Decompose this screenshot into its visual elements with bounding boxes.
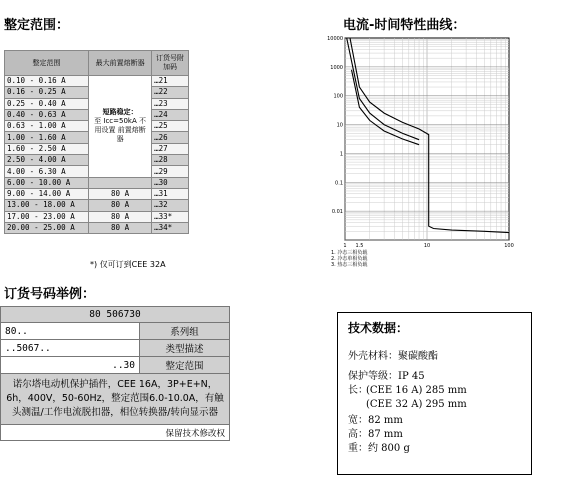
tech-protection: 保护等级：IP 45 xyxy=(348,371,425,382)
x-tick-label: 10 xyxy=(423,243,431,249)
table-row: 20.00 - 25.00 A 80 A …34* xyxy=(5,222,189,233)
order-description: 诺尔塔电动机保护插件，CEE 16A，3P+E+N，6h，400V，50-60Hz，整定范围6.0-10.0A，有触头测温/工作电流脱扣器，相位转换器/转向显示器 xyxy=(1,374,230,425)
short-circuit-note: 短路稳定： 至 Icc=50kA 不用设置 前置熔断器 xyxy=(89,76,152,178)
table-row: ..30 整定范围 xyxy=(1,357,230,374)
order-number: 80 506730 xyxy=(1,307,230,323)
x-tick-label: 1 xyxy=(343,243,347,249)
legend-entry: 2. 冷态单相负载 xyxy=(331,256,368,262)
tech-height: 高：87 mm xyxy=(348,429,403,440)
y-tick-label: 0.01 xyxy=(331,209,343,216)
chart-legend xyxy=(331,249,367,268)
legend-entry: 1. 冷态三相负载 xyxy=(331,250,368,256)
table-row: 1.60 - 2.50 A …27 xyxy=(5,143,189,154)
table-row: 17.00 - 23.00 A 80 A …33* xyxy=(5,211,189,222)
table-row: ..5067.. 类型描述 xyxy=(1,340,230,357)
y-tick-label: 1 xyxy=(339,151,343,158)
x-tick-label: 1.5 xyxy=(355,243,364,249)
y-tick-label: 100 xyxy=(333,93,343,100)
order-example-table xyxy=(0,306,230,441)
tech-length-label: 长： xyxy=(348,385,368,396)
x-tick-label: 100 xyxy=(504,243,514,249)
tech-length-32: (CEE 32 A) 295 mm xyxy=(366,399,467,410)
curve-heading: 电流-时间特性曲线： xyxy=(343,18,466,33)
table-row: 1.00 - 1.60 A …26 xyxy=(5,132,189,143)
table-row: 0.10 - 0.16 A 短路稳定： 至 Icc=50kA 不用设置 前置熔断器 …21 xyxy=(5,76,189,87)
y-tick-label: 1000 xyxy=(330,64,343,71)
setting-range-heading: 整定范围： xyxy=(4,18,70,33)
tech-length-16: (CEE 16 A) 285 mm xyxy=(366,385,467,396)
y-tick-label: 10 xyxy=(336,122,343,129)
tech-data-box xyxy=(337,312,532,475)
chart-grid xyxy=(345,38,509,240)
tech-weight: 重：约 800 g xyxy=(348,443,410,454)
table-row: 0.25 - 0.40 A …23 xyxy=(5,98,189,109)
table-row: 6.00 - 10.00 A …30 xyxy=(5,177,189,188)
range-footnote: *) 仅可订到CEE 32A xyxy=(90,260,166,269)
tech-width: 宽：82 mm xyxy=(348,415,403,426)
header-range: 整定范围 xyxy=(5,51,89,76)
legend-entry: 3. 热态三相负载 xyxy=(331,262,368,268)
tech-title: 技术数据： xyxy=(348,321,409,335)
y-tick-label: 10000 xyxy=(327,36,343,42)
header-fuse: 最大前置熔断器 xyxy=(89,51,152,76)
tech-material: 外壳材料：聚碳酸酯 xyxy=(348,351,438,362)
y-tick-label: 0.1 xyxy=(335,180,343,187)
table-row: 0.40 - 0.63 A …24 xyxy=(5,109,189,120)
table-row: 80.. 系列组 xyxy=(1,323,230,340)
table-row: 2.50 - 4.00 A …28 xyxy=(5,155,189,166)
table-row: 13.00 - 18.00 A 80 A …32 xyxy=(5,200,189,211)
setting-range-table xyxy=(4,50,189,234)
order-note: 保留技术修改权 xyxy=(1,425,230,441)
table-row: 9.00 - 14.00 A 80 A …31 xyxy=(5,188,189,199)
table-row: 0.63 - 1.00 A …25 xyxy=(5,121,189,132)
order-example-heading: 订货号码举例： xyxy=(4,287,96,302)
table-row: 0.16 - 0.25 A …22 xyxy=(5,87,189,98)
current-time-chart xyxy=(322,32,512,272)
header-code: 订货号附加码 xyxy=(152,51,189,76)
table-row: 4.00 - 6.30 A …29 xyxy=(5,166,189,177)
